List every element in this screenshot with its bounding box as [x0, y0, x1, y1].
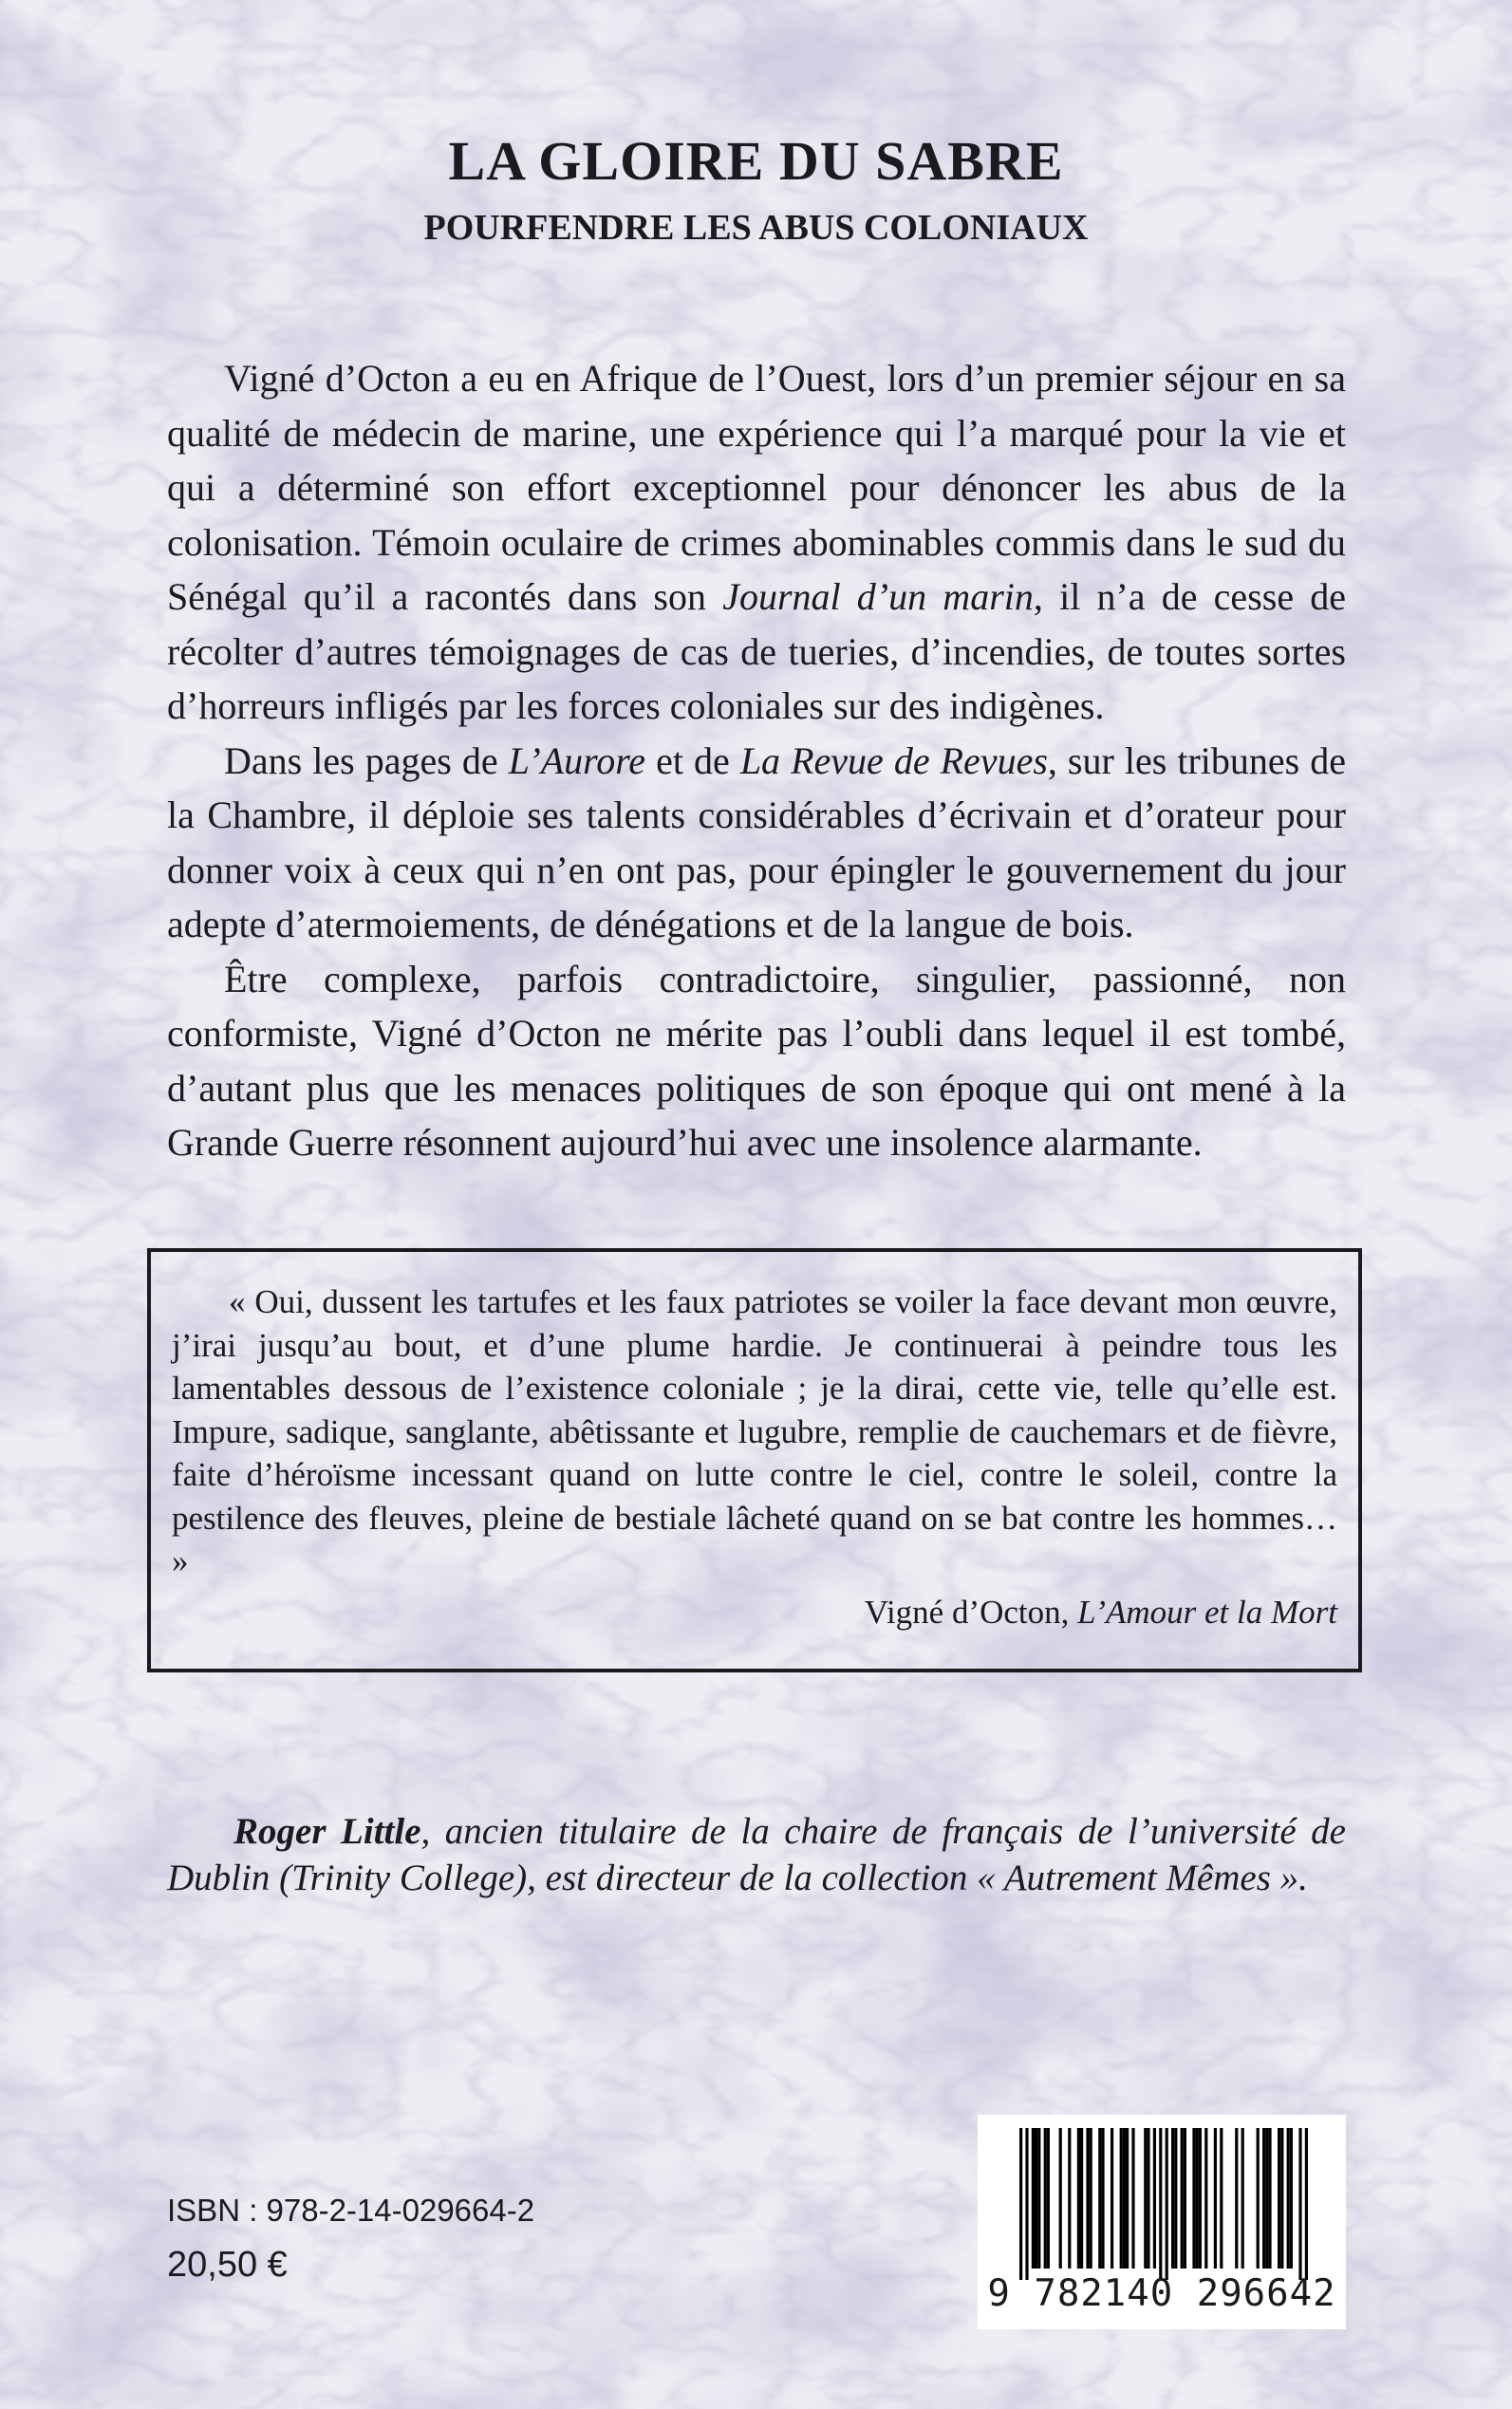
barcode-bar: [1101, 2128, 1104, 2269]
barcode-bar: [1278, 2128, 1280, 2269]
quote-attribution: [172, 1591, 1337, 1634]
summary-p1-text-a: Vigné d’Octon a eu en Afrique de l’Ouest, lors d’un premier séjour en sa qualité de médecin de marine, une expérience qui l’a marqué pour la vie et qui a déterminé son effort exceptionnel pour dénoncer les abus de la colonisation. Témoin oculaire de crimes abominables commis dans le sud du Sénégal qu’il a racontés dans son: [167, 357, 1346, 618]
barcode-bar: [1262, 2128, 1265, 2269]
barcode-digits: 9 782140 296642: [987, 2272, 1336, 2315]
barcode-bar: [1241, 2128, 1244, 2269]
barcode-bar: [1204, 2128, 1207, 2269]
barcode-bar: [1123, 2128, 1126, 2269]
book-subtitle: POURFENDRE LES ABUS COLONIAUX: [423, 208, 1089, 248]
barcode-bar: [1080, 2128, 1083, 2269]
barcode-bar: [1265, 2128, 1268, 2269]
barcode-bar: [1035, 2128, 1037, 2269]
barcode-bar: [1181, 2128, 1184, 2269]
barcode-bar: [1059, 2128, 1062, 2269]
barcode-bar: [1131, 2128, 1134, 2269]
work-title-revue: La Revue de Revues: [739, 738, 1048, 782]
barcode-bar: [1153, 2128, 1156, 2269]
summary-p2-text-b: et de: [645, 738, 740, 782]
quote-work-title: L’Amour et la Mort: [1077, 1593, 1337, 1631]
barcode-bar: [1268, 2128, 1271, 2269]
isbn: ISBN : 978-2-14-029664-2: [167, 2193, 535, 2228]
barcode-bar: [1174, 2128, 1177, 2269]
author-bio-text: , ancien titulaire de la chaire de français de l’université de Dublin (Trinity College), est directeur de la collection « Autrement Mêmes ».: [167, 1811, 1346, 1898]
barcode-bar: [1171, 2128, 1174, 2269]
barcode-bar: [1068, 2128, 1071, 2269]
summary-p1-text-b: , il n’a de cesse de récolter d’autres témoignages de cas de tueries, d’incendies, de toutes sortes d’horreurs infligés par les forces coloniales sur des indigènes.: [167, 575, 1347, 727]
summary-text: [167, 351, 1346, 1170]
barcode-bar: [1184, 2128, 1186, 2269]
barcode-bar: [1298, 2128, 1301, 2280]
barcode: [978, 2115, 1346, 2329]
summary-p2-text-a: Dans les pages de: [224, 738, 509, 782]
book-title: LA GLOIRE DU SABRE: [448, 130, 1064, 192]
price: 20,50 €: [167, 2245, 288, 2285]
barcode-bar: [1220, 2128, 1223, 2269]
summary-paragraph-1: [167, 351, 1346, 734]
barcode-bar: [1235, 2128, 1238, 2269]
summary-paragraph-2: [167, 734, 1346, 952]
barcode-bar: [1086, 2128, 1089, 2269]
work-title-journal: Journal d’un marin: [722, 575, 1034, 618]
barcode-bar: [1257, 2128, 1260, 2269]
barcode-bar: [1305, 2128, 1308, 2280]
barcode-bar: [1037, 2128, 1040, 2269]
quote-box: [147, 1248, 1362, 1672]
summary-p2-text-c: , sur les tribunes de la Chambre, il déploie ses talents considérables d’écrivain et d’orateur pour donner voix à ceux qui n’en ont pas, pour épingler le gouvernement du jour adepte d’atermoiements, de dénégations et de la langue de bois.: [167, 738, 1346, 945]
barcode-bar: [1111, 2128, 1113, 2269]
barcode-bar: [1025, 2128, 1028, 2280]
barcode-bar: [1199, 2128, 1202, 2269]
barcode-bar: [1120, 2128, 1123, 2269]
barcode-bar: [1047, 2128, 1050, 2269]
author-bio: [167, 1808, 1346, 1901]
barcode-bar: [1032, 2128, 1035, 2269]
quote-text: « Oui, dussent les tartufes et les faux patriotes se voiler la face devant mon œuvre, j’irai jusqu’au bout, et d’une plume hardie. Je continuerai à peindre tous les lamentables dessous de l’existence coloniale ; je la dirai, cette vie, telle qu’elle est. Impure, sadique, sanglante, abêtissante et lugubre, remplie de cauchemars et de fièvre, faite d’héroïsme incessant quand on lutte contre le ciel, contre le soleil, contre la pestilence des fleuves, pleine de bestiale lâcheté quand on se bat contre les hommes… »: [172, 1283, 1337, 1579]
barcode-bar: [1214, 2128, 1217, 2269]
barcode-bar: [1044, 2128, 1047, 2269]
barcode-bar: [1196, 2128, 1199, 2269]
summary-paragraph-3: Être complexe, parfois contradictoire, singulier, passionné, non conformiste, Vigné d’Octon ne mérite pas l’oubli dans lequel il est tombé, d’autant plus que les menaces politiques de son époque qui ont mené à la Grande Guerre résonnent aujourd’hui avec une insolence alarmante.: [167, 957, 1346, 1164]
barcode-bar: [1144, 2128, 1147, 2269]
barcode-bar: [1090, 2128, 1092, 2269]
barcode-bar: [1192, 2128, 1195, 2269]
quote-author: Vigné d’Octon,: [864, 1593, 1078, 1631]
barcode-bar: [1019, 2128, 1022, 2280]
barcode-bar: [1280, 2128, 1283, 2269]
barcode-bar: [1147, 2128, 1149, 2269]
barcode-bar: [1077, 2128, 1080, 2269]
barcode-bar: [1098, 2128, 1101, 2269]
barcode-bar: [1166, 2128, 1168, 2280]
barcode-bar: [1126, 2128, 1129, 2269]
work-title-aurore: L’Aurore: [508, 738, 646, 782]
barcode-bar: [1290, 2128, 1293, 2269]
author-name: Roger Little: [233, 1811, 421, 1852]
barcode-bar: [1159, 2128, 1162, 2280]
barcode-bar: [1287, 2128, 1290, 2269]
